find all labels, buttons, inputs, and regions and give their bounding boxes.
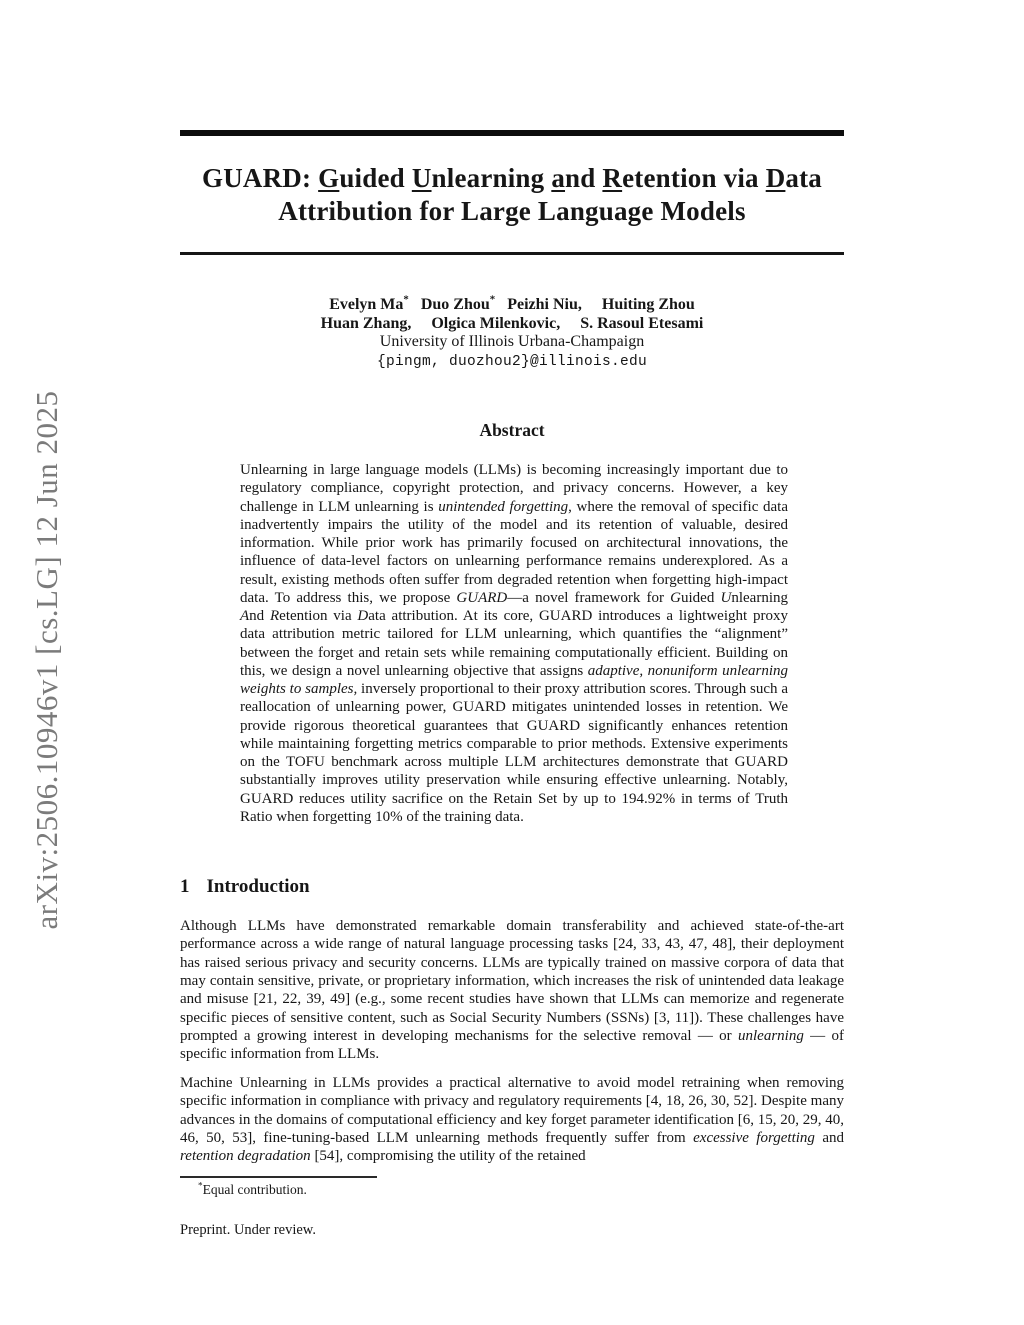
abstract-heading: Abstract [479,420,545,440]
section-number: 1 [180,876,190,897]
arxiv-watermark: arXiv:2506.10946v1 [cs.LG] 12 Jun 2025 [29,390,64,930]
preprint-notice: Preprint. Under review. [180,1222,316,1238]
author-block [180,293,844,371]
paper-title-line2: Attribution for Large Language Models [278,196,746,226]
intro-paragraph-2: Machine Unlearning in LLMs provides a practical alternative to avoid model retraining when removing specific information in compliance with privacy and regulatory requirements [4, 18, 26, 30, 52]. Despite many advances in the domains of computational efficiency and key forget parameter identification [6, 15, 20, 29, 40, 46, 50, 53], fine-tuning-based LLM unlearning methods frequently suffer from excessive forgetting and retention degradation [54], compromising the utility of the retained [180,1075,844,1165]
section-heading-introduction [180,876,844,898]
affiliation: University of Illinois Urbana-Champaign [379,333,645,350]
equal-contribution-footnote: *Equal contribution. [198,1180,307,1197]
paper-title [150,162,874,228]
footnote-rule [180,1176,377,1178]
section-title: Introduction [206,876,310,897]
authors-row-2: Huan Zhang, Olgica Milenkovic, S. Rasoul Etesami [320,314,704,332]
author-emails: {pingm, duozhou2}@illinois.edu [376,353,648,370]
title-bottom-rule [180,252,844,255]
authors-row-1: Evelyn Ma* Duo Zhou* Peizhi Niu, Huiting Zhou [329,293,695,313]
abstract-body: Unlearning in large language models (LLMs) is becoming increasingly important due to regulatory compliance, copyright protection, and privacy concerns. However, a key challenge in LLM unlearning is unintended forgetting, where the removal of specific data inadvertently impairs the utility of the model and its retention of valuable, desired information. While prior work has primarily focused on architectural innovations, the influence of data-level factors on unlearning performance remains underexplored. As a result, existing methods often suffer from degraded retention when forgetting high-impact data. To address this, we propose GUARD—a novel framework for Guided Unlearning And Retention via Data attribution. At its core, GUARD introduces a lightweight proxy data attribution metric tailored for LLM unlearning, which quantifies the “alignment” between the forget and retain sets while remaining computationally efficient. Building on this, we design a novel unlearning objective that assigns adaptive, nonuniform unlearning weights to samples, inversely proportional to their proxy attribution scores. Through such a reallocation of unlearning power, GUARD mitigates unintended losses in retention. We provide rigorous theoretical guarantees that GUARD significantly enhances retention while maintaining forgetting metrics comparable to prior methods. Extensive experiments on the TOFU benchmark across multiple LLM architectures demonstrate that GUARD substantially improves utility preservation while ensuring effective unlearning. Notably, GUARD reduces utility sacrifice on the Retain Set by up to 194.92% in terms of Truth Ratio when forgetting 10% of the training data. [240,462,789,825]
title-top-rule [180,130,844,136]
paper-title-line1: GUARD: Guided Unlearning and Retention via Data [202,163,822,193]
intro-paragraph-1: Although LLMs have demonstrated remarkable domain transferability and achieved state-of-the-art performance across a wide range of natural language processing tasks [24, 33, 43, 47, 48], their deployment has raised serious privacy and security concerns. LLMs are typically trained on massive corpora of data that may contain sensitive, private, or proprietary information, which increases the risk of unintended data leakage and misuse [21, 22, 39, 49] (e.g., some recent studies have shown that LLMs can memorize and regenerate specific pieces of sensitive content, such as Social Security Numbers (SSNs) [3, 11]). These challenges have prompted a growing interest in developing mechanisms for the selective removal — or unlearning — of specific information from LLMs. [180,918,845,1063]
